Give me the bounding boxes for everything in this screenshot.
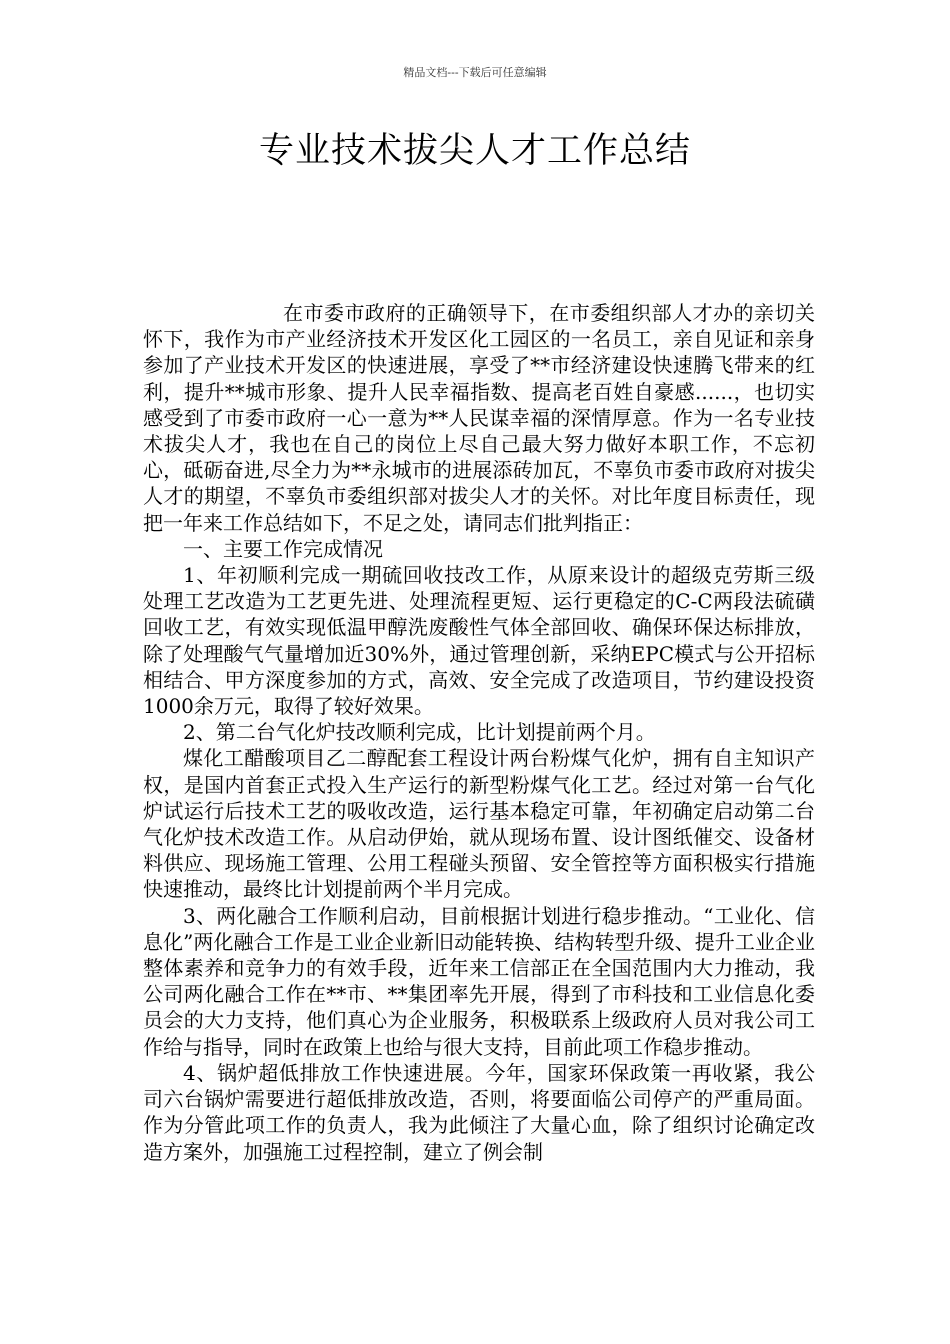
paragraph-item-2-detail: 煤化工醋酸项目乙二醇配套工程设计两台粉煤气化炉，拥有自主知识产权，是国内首套正式投入生产运行的新型粉煤气化工艺。经过对第一台气化炉试运行后技术工艺的吸收改造，运行基本稳定可靠，年初确定启动第二台气化炉技术改造工作。从启动伊始，就从现场布置、设计图纸催交、设备材料供应、现场施工管理、公用工程碰头预留、安全管控等方面积极实行措施快速推动，最终比计划提前两个半月完成。	[143, 746, 815, 902]
paragraph-item-3: 3、两化融合工作顺利启动，目前根据计划进行稳步推动。“工业化、信息化”两化融合工作是工业企业新旧动能转换、结构转型升级、提升工业企业整体素养和竞争力的有效手段，近年来工信部正在全国范围内大力推动，我公司两化融合工作在**市、**集团率先开展，得到了市科技和工业信息化委员会的大力支持，他们真心为企业服务，积极联系上级政府人员对我公司工作给与指导，同时在政策上也给与很大支持，目前此项工作稳步推动。	[143, 903, 815, 1059]
paragraph-opening: 在市委市政府的正确领导下，在市委组织部人才办的亲切关怀下，我作为市产业经济技术开发区化工园区的一名员工，亲自见证和亲身参加了产业技术开发区的快速进展，享受了**市经济建设快速腾飞带来的红利，提升**城市形象、提升人民幸福指数、提高老百姓自豪感......，也切实感受到了市委市政府一心一意为**人民谋幸福的深情厚意。作为一名专业技术拔尖人才，我也在自己的岗位上尽自己最大努力做好本职工作，不忘初心，砥砺奋进,尽全力为**永城市的进展添砖加瓦，不辜负市委市政府对拔尖人才的期望，不辜负市委组织部对拔尖人才的关怀。对比年度目标责任，现把一年来工作总结如下，不足之处，请同志们批判指正：	[143, 301, 815, 535]
paragraph-item-2: 2、第二台气化炉技改顺利完成，比计划提前两个月。	[183, 720, 656, 745]
document-title: 专业技术拔尖人才工作总结	[258, 131, 691, 171]
paragraph-item-1: 1、年初顺利完成一期硫回收技改工作，从原来设计的超级克劳斯三级处理工艺改造为工艺更先进、处理流程更短、运行更稳定的C-C两段法硫磺回收工艺，有效实现低温甲醇洗废酸性气体全部回收、确保环保达标排放，除了处理酸气气量增加近30%外，通过管理创新，采纳EPC模式与公开招标相结合、甲方深度参加的方式，高效、安全完成了改造项目，节约建设投资1000余万元，取得了较好效果。	[143, 563, 815, 719]
document-body	[143, 300, 815, 1165]
page-header-note: 精品文档---下载后可任意编辑	[403, 66, 547, 79]
section-heading-main-work: 一、主要工作完成情况	[183, 536, 383, 561]
paragraph-item-4: 4、锅炉超低排放工作快速进展。今年，国家环保政策一再收紧，我公司六台锅炉需要进行超低排放改造，否则，将要面临公司停产的严重局面。作为分管此项工作的负责人，我为此倾注了大量心血，除了组织讨论确定改造方案外，加强施工过程控制，建立了例会制	[143, 1060, 815, 1164]
